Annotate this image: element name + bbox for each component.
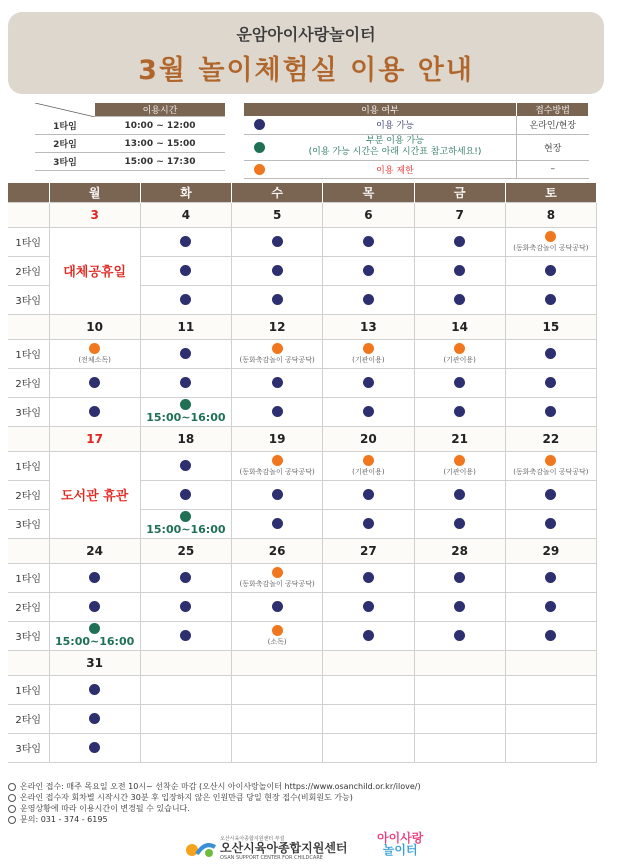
available-dot-icon bbox=[363, 265, 374, 276]
slot-cell bbox=[140, 397, 231, 426]
time-row bbox=[35, 117, 225, 135]
slot-note: (기관이용) bbox=[443, 355, 476, 364]
slot-cell bbox=[140, 339, 231, 368]
slot-cell bbox=[505, 397, 596, 426]
slot-cell bbox=[49, 339, 140, 368]
date-row bbox=[8, 314, 597, 339]
slot-cell bbox=[414, 397, 505, 426]
slot-row bbox=[8, 451, 597, 480]
date-cell: 28 bbox=[414, 538, 505, 563]
slot-cell bbox=[323, 285, 414, 314]
legend-row bbox=[244, 116, 589, 134]
slot-cell bbox=[49, 675, 140, 704]
available-dot-icon bbox=[272, 236, 283, 247]
available-dot-icon bbox=[454, 377, 465, 388]
usage-legend-table bbox=[244, 103, 589, 179]
slot-cell bbox=[140, 704, 231, 733]
available-dot-icon bbox=[363, 377, 374, 388]
partial-dot-icon bbox=[254, 142, 265, 153]
slot-cell bbox=[323, 451, 414, 480]
slot-label: 1타임 bbox=[8, 563, 49, 592]
center-mark-icon bbox=[183, 839, 217, 859]
slot-note: (동화축감놀이 공닥공닥) bbox=[239, 467, 315, 476]
weekday-header: 월 bbox=[49, 183, 140, 202]
slot-cell bbox=[414, 227, 505, 256]
ilove-playground-logo bbox=[377, 832, 423, 856]
slot-row bbox=[8, 227, 597, 256]
date-cell bbox=[232, 650, 323, 675]
date-cell bbox=[140, 650, 231, 675]
slot-note: (동화축감놀이 공닥공닥) bbox=[239, 355, 315, 364]
slot-cell bbox=[140, 592, 231, 621]
slot-row bbox=[8, 733, 597, 762]
legend-text: 이용 제한 bbox=[274, 160, 517, 178]
date-cell: 7 bbox=[414, 202, 505, 227]
method-header: 접수방법 bbox=[517, 103, 589, 116]
slot-cell bbox=[323, 675, 414, 704]
available-dot-icon bbox=[180, 572, 191, 583]
weekday-header: 수 bbox=[232, 183, 323, 202]
date-cell bbox=[323, 650, 414, 675]
available-dot-icon bbox=[89, 684, 100, 695]
date-cell: 13 bbox=[323, 314, 414, 339]
available-dot-icon bbox=[454, 406, 465, 417]
available-dot-icon bbox=[180, 348, 191, 359]
slot-label: 2타임 bbox=[8, 704, 49, 733]
page-header bbox=[8, 12, 604, 94]
slot-cell bbox=[49, 733, 140, 762]
time-row bbox=[35, 153, 225, 171]
restricted-dot-icon bbox=[272, 567, 283, 578]
date-cell: 22 bbox=[505, 426, 596, 451]
available-dot-icon bbox=[454, 630, 465, 641]
slot-note: (동화축감놀이 공닥공닥) bbox=[513, 243, 589, 252]
available-dot-icon bbox=[272, 601, 283, 612]
date-row-label bbox=[8, 202, 49, 227]
partial-time-text: 15:00~16:00 bbox=[146, 411, 226, 425]
available-dot-icon bbox=[454, 572, 465, 583]
slot-cell bbox=[49, 563, 140, 592]
closed-day-cell bbox=[49, 451, 140, 538]
legend-row bbox=[244, 134, 589, 160]
slot-cell bbox=[232, 704, 323, 733]
slot-note: (기관이용) bbox=[443, 467, 476, 476]
restricted-dot-icon bbox=[363, 343, 374, 354]
slot-row bbox=[8, 675, 597, 704]
slot-label: 3타임 bbox=[8, 509, 49, 538]
slot-cell bbox=[414, 733, 505, 762]
legend-subtext: (이용 가능 시간은 아래 시간표 참고하세요!) bbox=[308, 147, 482, 157]
slot-cell bbox=[414, 256, 505, 285]
footer-note: 온라인 접수자 회차별 시작시간 30분 후 입장하지 않은 인원만큼 당일 현장 접수(비회원도 가능) bbox=[8, 792, 608, 803]
date-cell: 25 bbox=[140, 538, 231, 563]
slot-cell bbox=[505, 675, 596, 704]
slot-cell bbox=[323, 227, 414, 256]
time-row-value: 13:00 ~ 15:00 bbox=[95, 135, 225, 153]
slot-cell bbox=[505, 592, 596, 621]
slot-cell bbox=[232, 285, 323, 314]
closed-day-cell bbox=[49, 227, 140, 314]
slot-row bbox=[8, 704, 597, 733]
slot-cell bbox=[232, 368, 323, 397]
slot-cell bbox=[49, 621, 140, 650]
slot-cell bbox=[414, 509, 505, 538]
weekday-header-row bbox=[8, 183, 597, 202]
available-dot-icon bbox=[254, 119, 265, 130]
available-dot-icon bbox=[454, 236, 465, 247]
restricted-dot-icon bbox=[545, 231, 556, 242]
slot-cell bbox=[505, 704, 596, 733]
available-dot-icon bbox=[89, 742, 100, 753]
weekday-header: 목 bbox=[323, 183, 414, 202]
date-cell: 12 bbox=[232, 314, 323, 339]
slot-cell bbox=[323, 397, 414, 426]
available-dot-icon bbox=[89, 572, 100, 583]
restricted-dot-icon bbox=[272, 625, 283, 636]
date-cell: 20 bbox=[323, 426, 414, 451]
available-dot-icon bbox=[545, 294, 556, 305]
slot-cell bbox=[414, 563, 505, 592]
slot-cell bbox=[414, 368, 505, 397]
slot-cell bbox=[323, 733, 414, 762]
available-dot-icon bbox=[272, 406, 283, 417]
footer-note: 문의: 031 - 374 - 6195 bbox=[8, 814, 608, 825]
date-row bbox=[8, 426, 597, 451]
slot-cell bbox=[414, 451, 505, 480]
slot-label: 2타임 bbox=[8, 368, 49, 397]
time-row bbox=[35, 135, 225, 153]
available-dot-icon bbox=[180, 460, 191, 471]
time-row-value: 15:00 ~ 17:30 bbox=[95, 153, 225, 171]
available-dot-icon bbox=[545, 406, 556, 417]
partial-dot-icon bbox=[180, 399, 191, 410]
slot-cell bbox=[140, 451, 231, 480]
slot-cell bbox=[323, 704, 414, 733]
slot-label: 1타임 bbox=[8, 227, 49, 256]
available-dot-icon bbox=[180, 265, 191, 276]
legend-row bbox=[244, 160, 589, 178]
slot-cell bbox=[505, 480, 596, 509]
available-dot-icon bbox=[89, 713, 100, 724]
available-dot-icon bbox=[545, 572, 556, 583]
slot-cell bbox=[140, 368, 231, 397]
date-cell: 10 bbox=[49, 314, 140, 339]
date-cell: 26 bbox=[232, 538, 323, 563]
slot-cell bbox=[232, 480, 323, 509]
slot-cell bbox=[414, 480, 505, 509]
slot-cell bbox=[49, 704, 140, 733]
available-dot-icon bbox=[272, 265, 283, 276]
slot-cell bbox=[323, 256, 414, 285]
schedule-calendar bbox=[8, 183, 597, 763]
slot-cell bbox=[505, 339, 596, 368]
slot-cell bbox=[505, 733, 596, 762]
date-row-label bbox=[8, 314, 49, 339]
date-cell: 17 bbox=[49, 426, 140, 451]
slot-cell bbox=[414, 285, 505, 314]
legend-method: 온라인/현장 bbox=[517, 116, 589, 134]
slot-label: 3타임 bbox=[8, 285, 49, 314]
slot-label: 3타임 bbox=[8, 621, 49, 650]
childcare-center-logo bbox=[183, 836, 348, 861]
footer-note: 온라인 접수: 매주 목요일 오전 10시~ 선착순 마감 (오산시 아이사랑놀이터 https://www.osanchild.or.kr/ilove/) bbox=[8, 781, 608, 792]
slot-cell bbox=[140, 285, 231, 314]
slot-cell bbox=[232, 256, 323, 285]
available-dot-icon bbox=[89, 406, 100, 417]
partial-dot-icon bbox=[180, 511, 191, 522]
slot-label: 2타임 bbox=[8, 480, 49, 509]
slot-cell bbox=[232, 733, 323, 762]
date-cell: 19 bbox=[232, 426, 323, 451]
restricted-dot-icon bbox=[545, 455, 556, 466]
slot-cell bbox=[140, 480, 231, 509]
time-row-value: 10:00 ~ 12:00 bbox=[95, 117, 225, 135]
date-row bbox=[8, 202, 597, 227]
available-dot-icon bbox=[272, 294, 283, 305]
date-row bbox=[8, 538, 597, 563]
time-table-header: 이용시간 bbox=[95, 103, 225, 117]
slot-cell bbox=[323, 480, 414, 509]
slot-cell bbox=[140, 621, 231, 650]
slot-note: (동화축감놀이 공닥공닥) bbox=[513, 467, 589, 476]
available-dot-icon bbox=[180, 377, 191, 388]
slot-cell bbox=[49, 368, 140, 397]
slot-cell bbox=[505, 509, 596, 538]
date-cell: 27 bbox=[323, 538, 414, 563]
legend-text: 부분 이용 가능 bbox=[366, 136, 424, 146]
time-table bbox=[35, 103, 225, 171]
restricted-dot-icon bbox=[454, 343, 465, 354]
page-title: 3월 놀이체험실 이용 안내 bbox=[138, 55, 474, 86]
slot-cell bbox=[414, 704, 505, 733]
date-cell: 4 bbox=[140, 202, 231, 227]
page-subtitle: 운암아이사랑놀이터 bbox=[236, 25, 376, 44]
partial-time-text: 15:00~16:00 bbox=[55, 635, 135, 649]
weekday-header: 화 bbox=[140, 183, 231, 202]
date-cell: 5 bbox=[232, 202, 323, 227]
date-row-label bbox=[8, 538, 49, 563]
restricted-dot-icon bbox=[363, 455, 374, 466]
available-dot-icon bbox=[363, 518, 374, 529]
available-dot-icon bbox=[454, 518, 465, 529]
available-dot-icon bbox=[180, 236, 191, 247]
slot-cell bbox=[505, 285, 596, 314]
date-cell: 11 bbox=[140, 314, 231, 339]
slot-label: 3타임 bbox=[8, 733, 49, 762]
date-cell: 6 bbox=[323, 202, 414, 227]
available-dot-icon bbox=[545, 348, 556, 359]
restricted-dot-icon bbox=[89, 343, 100, 354]
time-table-corner bbox=[35, 103, 95, 117]
slot-cell bbox=[505, 227, 596, 256]
slot-note: (소독) bbox=[267, 637, 287, 646]
slot-cell bbox=[323, 509, 414, 538]
slot-label: 2타임 bbox=[8, 256, 49, 285]
available-dot-icon bbox=[363, 236, 374, 247]
date-cell: 31 bbox=[49, 650, 140, 675]
available-dot-icon bbox=[363, 601, 374, 612]
slot-cell bbox=[414, 339, 505, 368]
slot-cell bbox=[140, 563, 231, 592]
weekday-header: 토 bbox=[505, 183, 596, 202]
date-cell bbox=[505, 650, 596, 675]
time-row-label: 2타임 bbox=[35, 135, 95, 153]
slot-cell bbox=[232, 592, 323, 621]
legend-method: 현장 bbox=[517, 134, 589, 160]
slot-cell bbox=[232, 563, 323, 592]
available-dot-icon bbox=[89, 377, 100, 388]
slot-cell bbox=[323, 563, 414, 592]
available-dot-icon bbox=[363, 406, 374, 417]
slot-cell bbox=[232, 397, 323, 426]
slot-cell bbox=[140, 675, 231, 704]
available-dot-icon bbox=[545, 489, 556, 500]
slot-cell bbox=[323, 339, 414, 368]
slot-note: (기관이용) bbox=[352, 467, 385, 476]
available-dot-icon bbox=[454, 489, 465, 500]
closed-day-text: 대체공휴일 bbox=[63, 265, 127, 280]
center-small-text: 오산시육아종합지원센터 부설 bbox=[220, 836, 285, 842]
available-dot-icon bbox=[454, 601, 465, 612]
center-name: 오산시육아종합지원센터 bbox=[220, 841, 348, 855]
date-cell: 8 bbox=[505, 202, 596, 227]
available-dot-icon bbox=[272, 377, 283, 388]
available-dot-icon bbox=[89, 601, 100, 612]
date-row bbox=[8, 650, 597, 675]
slot-cell bbox=[232, 509, 323, 538]
available-dot-icon bbox=[180, 601, 191, 612]
partial-dot-icon bbox=[89, 623, 100, 634]
date-cell: 18 bbox=[140, 426, 231, 451]
slot-label: 2타임 bbox=[8, 592, 49, 621]
slot-row bbox=[8, 368, 597, 397]
available-dot-icon bbox=[272, 518, 283, 529]
slot-cell bbox=[49, 397, 140, 426]
legend-text: 이용 가능 bbox=[274, 116, 517, 134]
slot-note: (기관이용) bbox=[352, 355, 385, 364]
slot-cell bbox=[505, 368, 596, 397]
date-row-label bbox=[8, 426, 49, 451]
time-row-label: 3타임 bbox=[35, 153, 95, 171]
slot-label: 1타임 bbox=[8, 675, 49, 704]
corner-cell bbox=[8, 183, 49, 202]
slot-cell bbox=[232, 339, 323, 368]
brand-top: 아이사랑 bbox=[377, 831, 424, 845]
restricted-dot-icon bbox=[272, 343, 283, 354]
date-cell: 21 bbox=[414, 426, 505, 451]
slot-cell bbox=[505, 563, 596, 592]
available-dot-icon bbox=[363, 294, 374, 305]
usage-header: 이용 여부 bbox=[244, 103, 517, 116]
available-dot-icon bbox=[363, 630, 374, 641]
partial-time-text: 15:00~16:00 bbox=[146, 523, 226, 537]
available-dot-icon bbox=[363, 572, 374, 583]
slot-cell bbox=[232, 621, 323, 650]
slot-note: (전체소독) bbox=[78, 355, 111, 364]
date-row-label bbox=[8, 650, 49, 675]
slot-cell bbox=[140, 227, 231, 256]
available-dot-icon bbox=[180, 294, 191, 305]
footer-note: 운영상황에 따라 이용시간이 변경될 수 있습니다. bbox=[8, 803, 608, 814]
slot-row bbox=[8, 563, 597, 592]
slot-cell bbox=[323, 368, 414, 397]
date-cell: 15 bbox=[505, 314, 596, 339]
slot-label: 1타임 bbox=[8, 339, 49, 368]
available-dot-icon bbox=[545, 518, 556, 529]
slot-cell bbox=[414, 592, 505, 621]
available-dot-icon bbox=[545, 630, 556, 641]
slot-cell bbox=[414, 675, 505, 704]
slot-cell bbox=[505, 451, 596, 480]
available-dot-icon bbox=[180, 630, 191, 641]
center-name-en: OSAN SUPPORT CENTER FOR CHILDCARE bbox=[220, 855, 323, 861]
available-dot-icon bbox=[272, 489, 283, 500]
available-dot-icon bbox=[180, 489, 191, 500]
date-cell: 14 bbox=[414, 314, 505, 339]
date-cell: 29 bbox=[505, 538, 596, 563]
slot-cell bbox=[505, 256, 596, 285]
slot-cell bbox=[140, 509, 231, 538]
slot-row bbox=[8, 592, 597, 621]
closed-day-text: 도서관 휴관 bbox=[60, 489, 129, 504]
available-dot-icon bbox=[454, 294, 465, 305]
slot-cell bbox=[140, 733, 231, 762]
slot-cell bbox=[140, 256, 231, 285]
restricted-dot-icon bbox=[454, 455, 465, 466]
date-cell: 3 bbox=[49, 202, 140, 227]
weekday-header: 금 bbox=[414, 183, 505, 202]
footer-notes bbox=[8, 781, 608, 825]
available-dot-icon bbox=[545, 601, 556, 612]
available-dot-icon bbox=[545, 265, 556, 276]
slot-row bbox=[8, 621, 597, 650]
restricted-dot-icon bbox=[254, 164, 265, 175]
slot-row bbox=[8, 339, 597, 368]
date-cell: 24 bbox=[49, 538, 140, 563]
available-dot-icon bbox=[363, 489, 374, 500]
slot-cell bbox=[505, 621, 596, 650]
restricted-dot-icon bbox=[272, 455, 283, 466]
brand-bottom: 놀이터 bbox=[382, 843, 418, 857]
slot-cell bbox=[49, 592, 140, 621]
available-dot-icon bbox=[454, 265, 465, 276]
time-row-label: 1타임 bbox=[35, 117, 95, 135]
slot-cell bbox=[232, 675, 323, 704]
slot-cell bbox=[232, 451, 323, 480]
slot-note: (동화축감놀이 공닥공닥) bbox=[239, 579, 315, 588]
slot-cell bbox=[414, 621, 505, 650]
slot-label: 1타임 bbox=[8, 451, 49, 480]
slot-cell bbox=[232, 227, 323, 256]
slot-row bbox=[8, 397, 597, 426]
slot-label: 3타임 bbox=[8, 397, 49, 426]
available-dot-icon bbox=[545, 377, 556, 388]
slot-cell bbox=[323, 621, 414, 650]
date-cell bbox=[414, 650, 505, 675]
slot-cell bbox=[323, 592, 414, 621]
legend-method: – bbox=[517, 160, 589, 178]
